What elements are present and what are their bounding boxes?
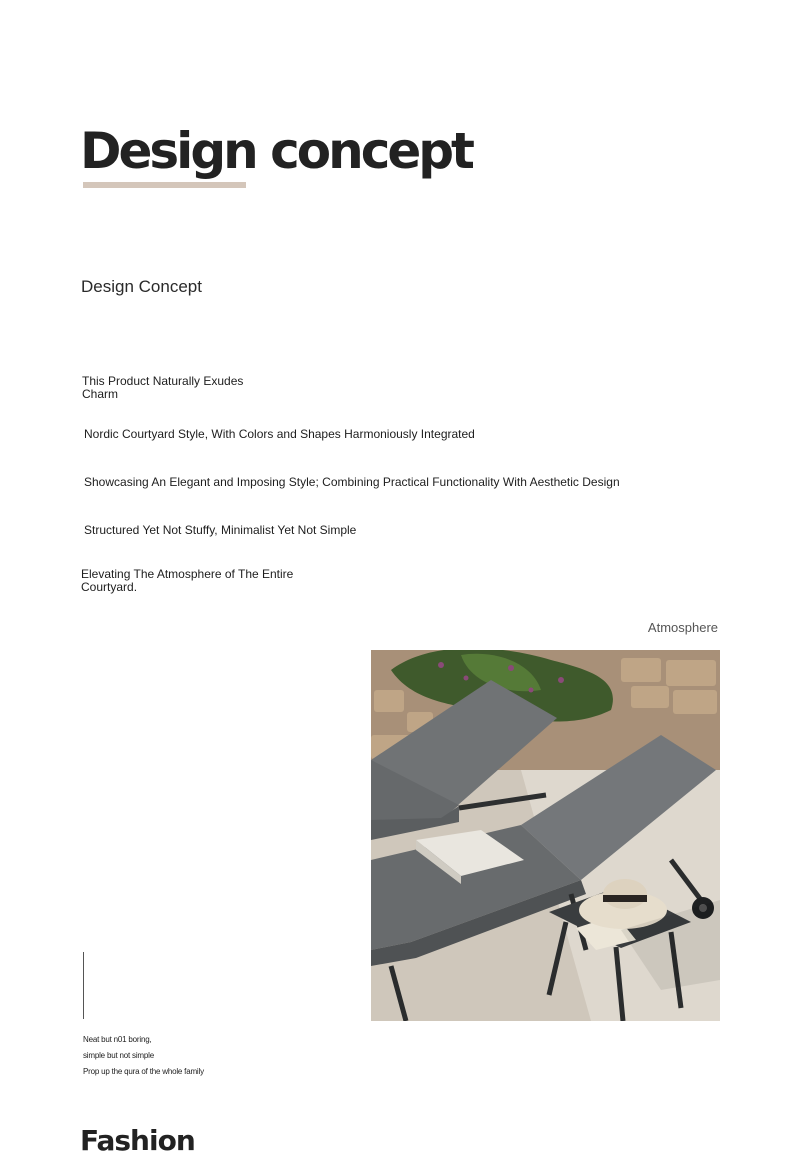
concept-line-1: This Product Naturally Exudes Charm — [82, 374, 244, 401]
tagline-2: simple but not simple — [83, 1051, 154, 1060]
vertical-rule — [83, 952, 84, 1019]
sun-hat-band — [603, 895, 647, 902]
tagline-3: Prop up the qura of the whole family — [83, 1067, 204, 1076]
section-heading: Design Concept — [81, 277, 202, 296]
page-title: Design concept — [80, 122, 472, 180]
concept-line-2: Nordic Courtyard Style, With Colors and Shapes Harmoniously Integrated — [84, 427, 475, 441]
tagline-1: Neat but n01 boring, — [83, 1035, 152, 1044]
next-section-title: Fashion — [80, 1124, 195, 1157]
atmosphere-label: Atmosphere — [647, 620, 718, 635]
concept-line-4: Structured Yet Not Stuffy, Minimalist Yet Not Simple — [84, 523, 357, 537]
concept-line-5: Elevating The Atmosphere of The Entire Courtyard. — [81, 567, 294, 594]
concept-line-3: Showcasing An Elegant and Imposing Style; Combining Practical Functionality With Aesthetic Design — [84, 475, 620, 489]
title-underline — [83, 182, 246, 188]
sun-lounger-illustration — [371, 650, 720, 1021]
sun-lounger-photo — [371, 650, 720, 1021]
